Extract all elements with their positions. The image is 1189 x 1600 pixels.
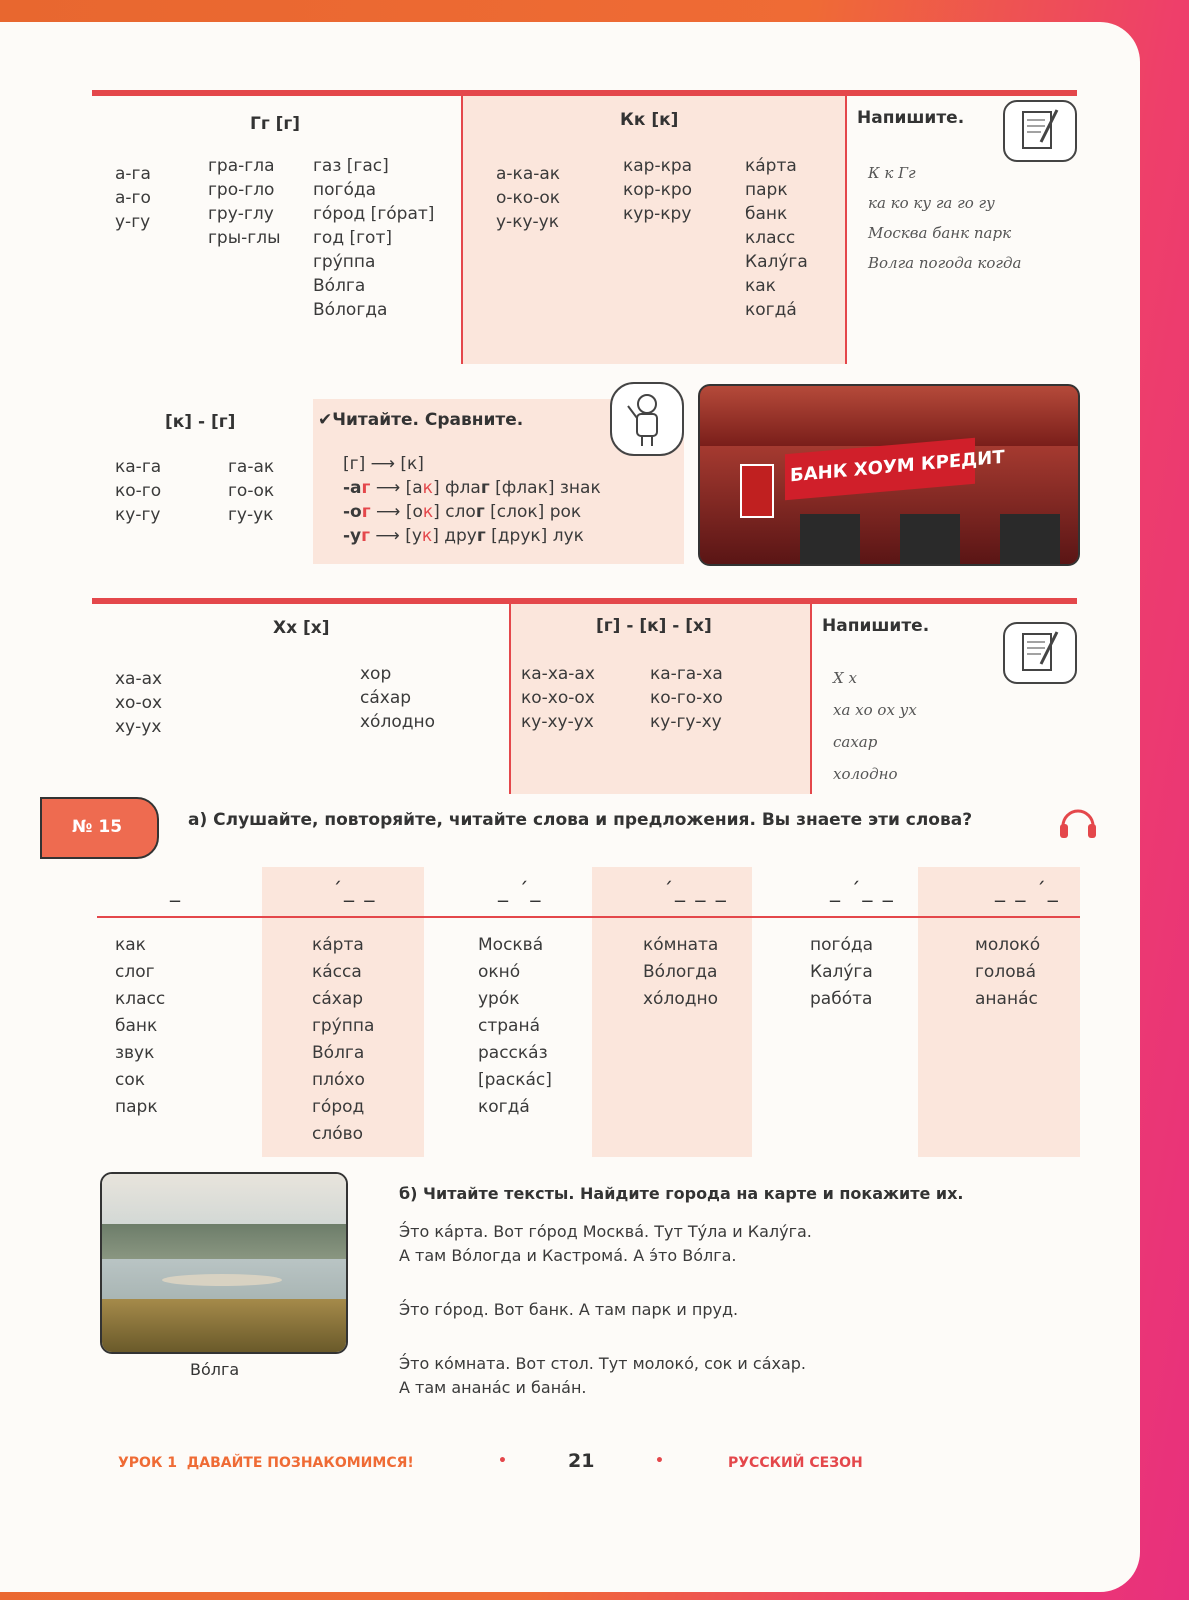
word-stem: фла <box>445 478 481 498</box>
list-item: молокó <box>975 935 1041 955</box>
k-col3 <box>745 154 808 322</box>
list-item: кар-кра <box>623 156 693 176</box>
list-item: странá <box>478 1016 540 1036</box>
list-item: ананáс <box>975 989 1038 1009</box>
footer-bullet: • <box>498 1453 507 1469</box>
list-item: гры-глы <box>208 228 281 248</box>
stress-pattern: _ ´_ <box>498 878 543 902</box>
list-item: слог <box>115 962 155 982</box>
list-item: А там Вóлогда и Кастромá. А э́то Вóлга. <box>399 1246 737 1265</box>
list-item: а-ка-ак <box>496 164 561 184</box>
list-item: когдá <box>745 300 797 320</box>
list-item: ха хо ох ух <box>833 701 917 719</box>
list-item: сок <box>115 1070 146 1090</box>
list-item: хóлодно <box>360 712 435 732</box>
list-item: погóда <box>313 180 377 200</box>
notebook-pen-icon <box>1003 622 1077 684</box>
list-item: сахар <box>833 733 878 751</box>
list-item: ка-га <box>115 457 162 477</box>
x-col1 <box>115 667 162 739</box>
transcription-letter: к <box>421 526 433 546</box>
arrow: ⟶ <box>370 478 406 498</box>
bank-sign-text: БАНК ХОУМ КРЕДИТ <box>790 446 1005 487</box>
list-item: когдá <box>478 1097 530 1117</box>
list-item: класс <box>115 989 166 1009</box>
transcription-end: ] <box>433 502 446 522</box>
list-item: у-ку-ук <box>496 212 559 232</box>
list-item: у-гу <box>115 212 151 232</box>
word-stem: сло <box>445 502 476 522</box>
word-ending: г <box>476 526 486 546</box>
extra-word: знак <box>559 478 601 498</box>
list-item: ко-го <box>115 481 162 501</box>
list-item: [раскáс] <box>478 1070 552 1090</box>
arrow: ⟶ <box>370 526 406 546</box>
word-column <box>312 932 374 1148</box>
compare-row <box>343 476 601 500</box>
word-column <box>975 932 1040 1013</box>
list-item: банк <box>115 1016 158 1036</box>
divider-line <box>509 604 511 794</box>
bank-photo <box>698 384 1080 566</box>
list-item: а-га <box>115 164 151 184</box>
suffix-end: г <box>361 502 371 522</box>
list-item: гóрод <box>312 1097 365 1117</box>
list-item: плóхо <box>312 1070 365 1090</box>
list-item: кóмната <box>643 935 719 955</box>
list-item: хóлодно <box>643 989 718 1009</box>
stress-pattern: _ ´_ _ <box>830 878 895 902</box>
list-item: урóк <box>478 989 520 1009</box>
suffix-end: г <box>361 526 371 546</box>
word-ending: г <box>475 502 485 522</box>
list-item: газ [гас] <box>313 156 389 176</box>
list-item: кáрта <box>745 156 797 176</box>
list-item: как <box>745 276 776 296</box>
list-item: расскáз <box>478 1043 548 1063</box>
list-item: холодно <box>833 765 898 783</box>
suffix-start: -о <box>343 502 362 522</box>
list-item: ху-ух <box>115 717 162 737</box>
divider-line <box>845 96 847 364</box>
list-item: ку-ху-ух <box>521 712 594 732</box>
compare-row <box>343 500 601 524</box>
list-item: Москва банк парк <box>868 224 1012 242</box>
list-item: ко-го-хо <box>650 688 723 708</box>
kg-col2 <box>228 455 274 527</box>
list-item: парк <box>115 1097 158 1117</box>
page-number: 21 <box>568 1450 595 1472</box>
list-item: банк <box>745 204 788 224</box>
list-item: гу-ук <box>228 505 274 525</box>
word-transcription: [друк] <box>485 526 553 546</box>
table-divider <box>97 916 1080 918</box>
list-item: ка-ха-ах <box>521 664 595 684</box>
list-item: Вóлогда <box>313 300 388 320</box>
extra-word: рок <box>549 502 582 522</box>
x-col2 <box>360 662 435 734</box>
compare-header <box>318 410 523 430</box>
word-column <box>115 932 165 1121</box>
list-item: ко-хо-ох <box>521 688 595 708</box>
word-ending: г <box>480 478 490 498</box>
transcription-letter: к <box>422 478 433 498</box>
k-col2 <box>623 154 692 226</box>
compare-title: Читайте. Сравните. <box>332 410 524 430</box>
list-item: кор-кро <box>623 180 693 200</box>
list-item: К к Гг <box>868 164 916 182</box>
list-item: грýппа <box>312 1016 375 1036</box>
word-stem: дру <box>444 526 477 546</box>
stress-pattern: ´_ _ <box>332 878 377 902</box>
list-item: парк <box>745 180 788 200</box>
extra-word: лук <box>552 526 584 546</box>
list-item: как <box>115 935 146 955</box>
word-column <box>478 932 552 1121</box>
photo-caption: Вóлга <box>190 1360 240 1379</box>
list-item: Э́то кáрта. Вот гóрод Москвá. Тут Тýла и Калýга. <box>399 1222 812 1241</box>
transcription-end: ] <box>432 478 445 498</box>
word-column <box>810 932 873 1013</box>
exercise-number: № 15 <box>72 817 123 837</box>
arrow: ⟶ <box>370 502 406 522</box>
list-item: ха-ах <box>115 669 163 689</box>
volga-photo <box>100 1172 348 1354</box>
list-item: Москвá <box>478 935 544 955</box>
g-header: Гг [г] <box>250 114 301 134</box>
list-item: окнó <box>478 962 521 982</box>
transcription-start: [у <box>405 526 422 546</box>
word-transcription: [слок] <box>484 502 550 522</box>
transcription-start: [о <box>405 502 423 522</box>
list-item: ку-гу-ху <box>650 712 722 732</box>
cursive-lines-2 <box>833 662 917 790</box>
text-2 <box>399 1298 738 1322</box>
g-col3 <box>313 154 434 322</box>
list-item: звук <box>115 1043 155 1063</box>
list-item: Э́то кóмната. Вот стол. Тут молокó, сок и сáхар. <box>399 1354 807 1373</box>
textbook-page <box>0 22 1140 1592</box>
list-item: год [гот] <box>313 228 392 248</box>
list-item: головá <box>975 962 1037 982</box>
word-transcription: [флак] <box>489 478 560 498</box>
x-header: Хх [х] <box>273 618 330 638</box>
write-header: Напишите. <box>857 108 965 128</box>
transcription-letter: к <box>422 502 434 522</box>
list-item: го-ок <box>228 481 275 501</box>
transcription-start: [а <box>405 478 423 498</box>
list-item: кáсса <box>312 962 362 982</box>
compare-rows <box>343 476 601 548</box>
footer-series: РУССКИЙ СЕЗОН <box>728 1455 863 1471</box>
list-item: Волга погода когда <box>868 254 1022 272</box>
list-item: гру-глу <box>208 204 274 224</box>
exercise-number-badge <box>40 797 159 859</box>
list-item: кур-кру <box>623 204 692 224</box>
list-item: сáхар <box>312 989 364 1009</box>
list-item: погóда <box>810 935 874 955</box>
stress-pattern: _ <box>170 878 182 902</box>
list-item: гóрод [гóрат] <box>313 204 435 224</box>
transcription-end: ] <box>432 526 445 546</box>
list-item: А там ананáс и банáн. <box>399 1378 587 1397</box>
divider-line <box>461 96 463 364</box>
list-item: Вóлга <box>312 1043 365 1063</box>
list-item: Калýга <box>810 962 873 982</box>
list-item: Вóлга <box>313 276 366 296</box>
list-item: класс <box>745 228 796 248</box>
gkx-col2 <box>650 662 723 734</box>
suffix-end: г <box>361 478 371 498</box>
footer-lesson: УРОК 1 ДАВАЙТЕ ПОЗНАКОМИМСЯ! <box>118 1455 414 1471</box>
suffix-start: -а <box>343 478 362 498</box>
list-item: ку-гу <box>115 505 161 525</box>
stress-pattern: _ _ ´_ <box>995 878 1060 902</box>
list-item: сáхар <box>360 688 412 708</box>
g-col2 <box>208 154 281 250</box>
check-icon: ✔ <box>318 410 333 430</box>
task-a: а) Слушайте, повторяйте, читайте слова и предложения. Вы знаете эти слова? <box>188 810 973 830</box>
write-header: Напишите. <box>822 616 930 636</box>
word-column <box>643 932 718 1013</box>
list-item: а-го <box>115 188 151 208</box>
footer-bullet: • <box>655 1453 664 1469</box>
list-item: хор <box>360 664 392 684</box>
list-item: гро-гло <box>208 180 275 200</box>
list-item: Калýга <box>745 252 808 272</box>
list-item: слóво <box>312 1124 364 1144</box>
cursive-lines-1 <box>868 158 1021 278</box>
task-b: б) Читайте тексты. Найдите города на карте и покажите их. <box>399 1184 964 1203</box>
headphones-icon[interactable] <box>1057 802 1099 846</box>
list-item: Вóлогда <box>643 962 718 982</box>
k-header: Кк [к] <box>620 110 679 130</box>
list-item: кáрта <box>312 935 364 955</box>
list-item: о-ко-ок <box>496 188 561 208</box>
text-1 <box>399 1220 812 1268</box>
list-item: ка ко ку га го гу <box>868 194 995 212</box>
list-item: Э́то гóрод. Вот банк. А там парк и пруд. <box>399 1300 739 1319</box>
text-3 <box>399 1352 806 1400</box>
divider-line <box>810 604 812 794</box>
list-item: Х х <box>833 669 857 687</box>
list-item: гра-гла <box>208 156 275 176</box>
compare-row <box>343 524 601 548</box>
person-speaking-icon <box>610 382 684 456</box>
list-item: ка-га-ха <box>650 664 723 684</box>
stress-pattern: ´_ _ _ <box>663 878 728 902</box>
gkx-col1 <box>521 662 595 734</box>
list-item: га-ак <box>228 457 275 477</box>
k-col1 <box>496 162 560 234</box>
list-item: хо-ох <box>115 693 163 713</box>
list-item: рабóта <box>810 989 873 1009</box>
notebook-pen-icon <box>1003 100 1077 162</box>
g-col1 <box>115 162 151 234</box>
suffix-start: -у <box>343 526 362 546</box>
gkx-header: [г] - [к] - [х] <box>596 616 712 636</box>
kg-col1 <box>115 455 161 527</box>
list-item: грýппа <box>313 252 376 272</box>
compare-rule: [г] ⟶ [к] <box>343 454 424 474</box>
kg-header: [к] - [г] <box>165 412 236 432</box>
